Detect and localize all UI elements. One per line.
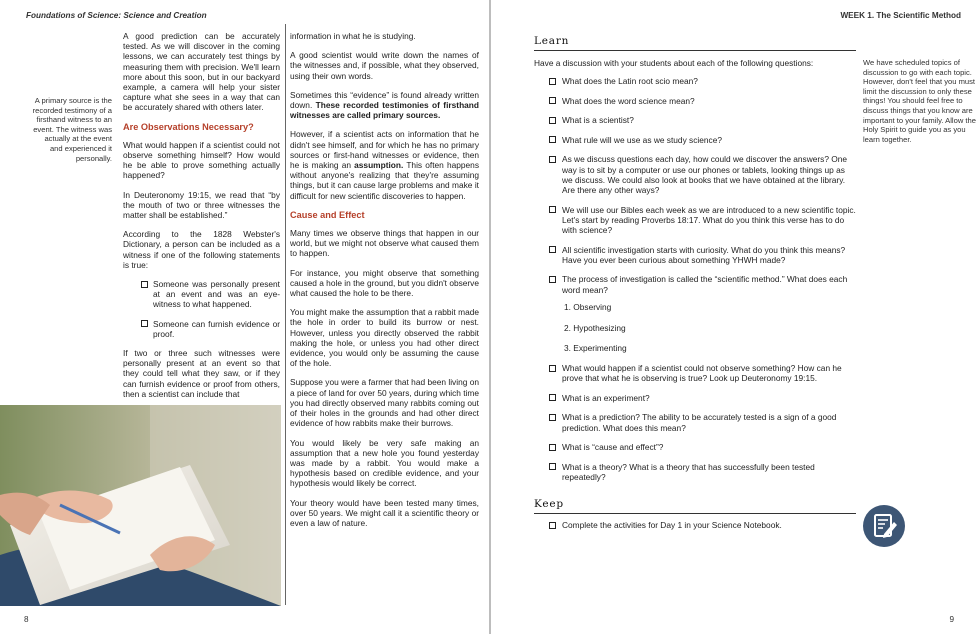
checkbox-icon [549, 78, 556, 85]
question-item [534, 115, 856, 125]
checklist-item [141, 319, 280, 339]
step-item: 1. Observing [564, 302, 612, 313]
paragraph-bold-text: assumption. [354, 160, 404, 171]
checkbox-icon [549, 156, 556, 163]
checkbox-icon [549, 444, 556, 451]
checklist-text: Someone was personally present at an event and was an eye-witness to what happened. [153, 279, 280, 310]
checkbox-icon [141, 320, 148, 327]
paragraph: You would likely be very safe making an assumption that a new hole you found yesterday was made by a rabbit. You would make a hypothesis based on credible evidence, and your hypothesis would likely be correct. [290, 437, 479, 489]
step-item: 2. Hypothesizing [564, 322, 626, 333]
question-text: What is a theory? What is a theory that has successfully been tested repeatedly? [562, 461, 815, 482]
keep-list [534, 520, 856, 539]
paragraph [290, 129, 479, 200]
notebook-icon [863, 505, 905, 547]
question-item [534, 96, 856, 106]
running-head: WEEK 1. The Scientific Method [840, 11, 961, 20]
photo-writing-in-notebook [0, 405, 281, 606]
notebook-pencil-icon [863, 505, 905, 547]
checklist-text: Someone can furnish evidence or proof. [153, 318, 280, 339]
checkbox-icon [549, 136, 556, 143]
checkbox-icon [549, 522, 556, 529]
section-rule [534, 513, 856, 514]
checkbox-icon [549, 97, 556, 104]
text-column-1 [123, 31, 280, 408]
question-item [534, 462, 856, 483]
checkbox-icon [549, 365, 556, 372]
section-heading: Are Observations Necessary? [123, 121, 254, 132]
paragraph: information in what he is studying. [290, 31, 416, 41]
checkbox-icon [549, 206, 556, 213]
question-item [534, 135, 856, 145]
running-head: Foundations of Science: Science and Creation [26, 11, 207, 20]
question-text: As we discuss questions each day, how could we discover the answers? One way is to sit by a computer or use our phones or tablets, looking things up as we discuss. We could also look at books that we have obtained at the library. Are there any other ways? [562, 154, 848, 196]
checkbox-icon [549, 117, 556, 124]
question-text: We will use our Bibles each week as we are introduced to a new scientific topic. Let's start by reading Proverbs 18:17. What do you think this verse has to do with science? [562, 204, 856, 236]
question-text: The process of investigation is called the “scientific method.” What does each word mean? [562, 274, 848, 295]
question-item [534, 363, 856, 384]
question-text: What is a scientist? [562, 115, 634, 126]
question-item [534, 76, 856, 86]
paragraph: A good scientist would write down the names of the witnesses and, if possible, what they observed, using their own words. [290, 50, 479, 81]
question-item [534, 245, 856, 266]
page-number: 9 [949, 615, 954, 624]
paragraph: A good prediction can be accurately tested. As we will discover in the coming lessons, we can accurately test things by measuring them with precision. We'll learn more about this soon, but in our backyard example, a camera will help your sister capture what she sees in a way that can be accurately shared with others later. [123, 31, 280, 113]
learn-questions [534, 58, 856, 491]
paragraph: What would happen if a scientist could not observe something himself? How would he be able to prove something actually happened? [123, 139, 280, 181]
intro-text: Have a discussion with your students about each of the following questions: [534, 58, 814, 68]
checkbox-icon [549, 246, 556, 253]
keep-item [534, 520, 856, 530]
paragraph: If two or three such witnesses were personally present at an event so that they could tell what they saw, or if they can furnish evidence or proof from others, then a scientist can include that [123, 348, 280, 399]
paragraph: In Deuteronomy 19:15, we read that “by the mouth of two or three witnesses the matter shall be established.” [123, 189, 280, 221]
paragraph-bold-text: These recorded testimonies of firsthand witnesses are called primary sources. [290, 100, 480, 121]
paragraph: Your theory would have been tested many times, over 50 years. We might call it a scientific theory or even a law of nature. [290, 497, 479, 528]
checklist-item [141, 279, 280, 310]
checkbox-icon [549, 394, 556, 401]
text-column-2 [290, 31, 479, 537]
keep-heading: Keep [534, 498, 564, 510]
keep-item-text: Complete the activities for Day 1 in your Science Notebook. [562, 520, 782, 530]
question-item [534, 205, 856, 236]
paragraph: You might make the assumption that a rabbit made the hole in order to build its burrow or nest. However, unless you directly observed the rabbit making the hole, or unless you had other direct evidence, you would only be assuming the cause of the hole. [290, 307, 479, 369]
section-heading: Cause and Effect [290, 209, 365, 220]
left-page [0, 0, 489, 634]
paragraph: According to the 1828 Webster's Dictionary, a person can be included as a witness if one of the following statements is true: [123, 229, 280, 270]
question-text: What would happen if a scientist could not observe something? How can he prove that what he is observing is true? Look up Deuteronomy 19:15. [562, 363, 842, 384]
question-text: What does the word science mean? [562, 95, 695, 106]
paragraph-text: This often happens without anyone's realizing that they're assuming things, but it can cause large problems and make it difficult for new scientific discoveries to happen. [290, 160, 479, 201]
paragraph-text: Sometimes this “evidence” is found already written down. [290, 89, 479, 111]
column-divider [285, 24, 286, 605]
question-item [534, 154, 856, 195]
checkbox-icon [549, 414, 556, 421]
paragraph [290, 90, 479, 121]
right-page [491, 0, 980, 634]
section-rule [534, 50, 856, 51]
question-item [534, 442, 856, 452]
question-text: What is a prediction? The ability to be accurately tested is a sign of a good prediction. What does this mean? [562, 412, 837, 433]
paragraph: Suppose you were a farmer that had been living on a piece of land for over 50 years, during which time you had directly observed many rabbits coming out of their holes in the grounds and had other direct evidence of how rabbits make their burrows. [290, 377, 479, 429]
sidenote-primary-source: A primary source is the recorded testimony of a firsthand witness to an event. The witness was actually at the event and experienced it personally. [32, 96, 112, 163]
question-text: What is an experiment? [562, 392, 650, 403]
checkbox-icon [549, 463, 556, 470]
paragraph-text: However, if a scientist acts on information that he didn't see himself, and for which he has no primary sources or first-hand witnesses or evidence, then he is making an [290, 129, 479, 171]
question-item [534, 412, 856, 433]
checkbox-icon [141, 281, 148, 288]
question-item [534, 393, 856, 403]
question-text: What rule will we use as we study science? [562, 134, 722, 145]
scientific-method-steps [564, 302, 856, 353]
learn-heading: Learn [534, 35, 570, 47]
paragraph: Many times we observe things that happen in our world, but we might not observe what caused them to happen. [290, 228, 479, 259]
paragraph: For instance, you might observe that something caused a hole in the ground, but you didn't observe what caused the hole to be there. [290, 267, 479, 299]
sidenote-discussion: We have scheduled topics of discussion to go with each topic. However, don't feel that you must limit the discussion to only these things! You should feel free to discuss things that you know are important to your family. Allow the Holy Spirit to guide you as you learn together. [863, 58, 976, 144]
page-number: 8 [24, 615, 29, 624]
question-text: What does the Latin root scio mean? [562, 76, 698, 87]
question-text: All scientific investigation starts with curiosity. What do you think this means? Have you ever been curious about something YHWH made? [562, 244, 846, 265]
question-text: What is “cause and effect”? [562, 442, 664, 453]
question-item [534, 274, 856, 295]
step-item: 3. Experimenting [564, 342, 627, 353]
photo-illustration [0, 405, 281, 606]
checkbox-icon [549, 276, 556, 283]
